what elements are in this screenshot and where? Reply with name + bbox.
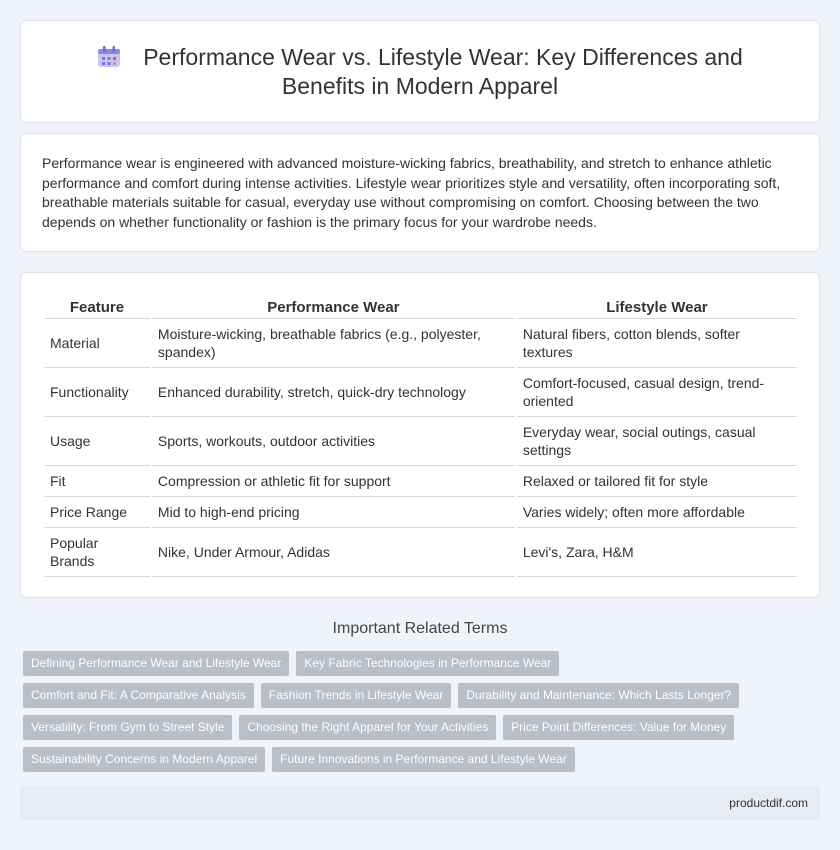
header-lifestyle-wear: Lifestyle Wear — [517, 297, 797, 319]
table-cell-lifestyle: Levi's, Zara, H&M — [517, 528, 797, 577]
header-performance-wear: Performance Wear — [152, 297, 515, 319]
footer — [20, 786, 820, 820]
header-feature: Feature — [44, 297, 150, 319]
table-cell-lifestyle: Natural fibers, cotton blends, softer textures — [517, 319, 797, 368]
comparison-table — [42, 297, 799, 577]
table-cell-lifestyle: Varies widely; often more affordable — [517, 497, 797, 528]
related-term-tag[interactable]: Fashion Trends in Lifestyle Wear — [261, 683, 452, 708]
table-cell-performance: Moisture-wicking, breathable fabrics (e.g., polyester, spandex) — [152, 319, 515, 368]
page-title — [21, 43, 819, 101]
table-cell-feature: Material — [44, 319, 150, 368]
table-cell-performance: Mid to high-end pricing — [152, 497, 515, 528]
table-cell-performance: Enhanced durability, stretch, quick-dry technology — [152, 368, 515, 417]
table-cell-feature: Fit — [44, 466, 150, 497]
table-row — [44, 417, 797, 466]
footer-site-link[interactable]: productdif.com — [729, 796, 808, 810]
related-term-tag[interactable]: Price Point Differences: Value for Money — [503, 715, 734, 740]
comparison-table-card — [20, 272, 820, 598]
table-cell-performance: Compression or athletic fit for support — [152, 466, 515, 497]
intro-paragraph: Performance wear is engineered with advanced moisture-wicking fabrics, breathability, and stretch to enhance athletic performance and comfort during intense activities. Lifestyle wear prioritizes style and versatility, often incorporating soft, breathable materials suitable for casual, everyday use without compromising on comfort. Choosing between the two depends on whether functionality or fashion is the primary focus for your wardrobe needs. — [42, 155, 781, 230]
related-term-tag[interactable]: Sustainability Concerns in Modern Apparel — [23, 747, 265, 772]
table-cell-feature: Functionality — [44, 368, 150, 417]
table-row — [44, 319, 797, 368]
related-term-tag[interactable]: Choosing the Right Apparel for Your Activities — [239, 715, 496, 740]
related-terms-list — [23, 651, 803, 779]
table-row — [44, 368, 797, 417]
table-row — [44, 528, 797, 577]
table-cell-lifestyle: Comfort-focused, casual design, trend-oriented — [517, 368, 797, 417]
header-card — [20, 20, 820, 123]
related-term-tag[interactable]: Versatility: From Gym to Street Style — [23, 715, 232, 740]
table-row — [44, 466, 797, 497]
related-term-tag[interactable]: Durability and Maintenance: Which Lasts Longer? — [458, 683, 739, 708]
related-terms-title: Important Related Terms — [332, 620, 508, 637]
table-cell-performance: Nike, Under Armour, Adidas — [152, 528, 515, 577]
related-term-tag[interactable]: Future Innovations in Performance and Lifestyle Wear — [272, 747, 575, 772]
table-cell-performance: Sports, workouts, outdoor activities — [152, 417, 515, 466]
related-term-tag[interactable]: Defining Performance Wear and Lifestyle Wear — [23, 651, 289, 676]
table-cell-lifestyle: Everyday wear, social outings, casual settings — [517, 417, 797, 466]
intro-card — [20, 133, 820, 252]
table-header-row — [44, 297, 797, 319]
table-cell-feature: Price Range — [44, 497, 150, 528]
title-wrap — [21, 43, 819, 101]
table-cell-feature: Popular Brands — [44, 528, 150, 577]
table-row — [44, 497, 797, 528]
calendar-icon — [97, 46, 121, 68]
table-cell-lifestyle: Relaxed or tailored fit for style — [517, 466, 797, 497]
page-title-line-2: Benefits in Modern Apparel — [281, 73, 559, 99]
table-cell-feature: Usage — [44, 417, 150, 466]
related-term-tag[interactable]: Comfort and Fit: A Comparative Analysis — [23, 683, 254, 708]
page-title-line-1: Performance Wear vs. Lifestyle Wear: Key Differences and — [143, 44, 743, 70]
related-term-tag[interactable]: Key Fabric Technologies in Performance Wear — [296, 651, 559, 676]
